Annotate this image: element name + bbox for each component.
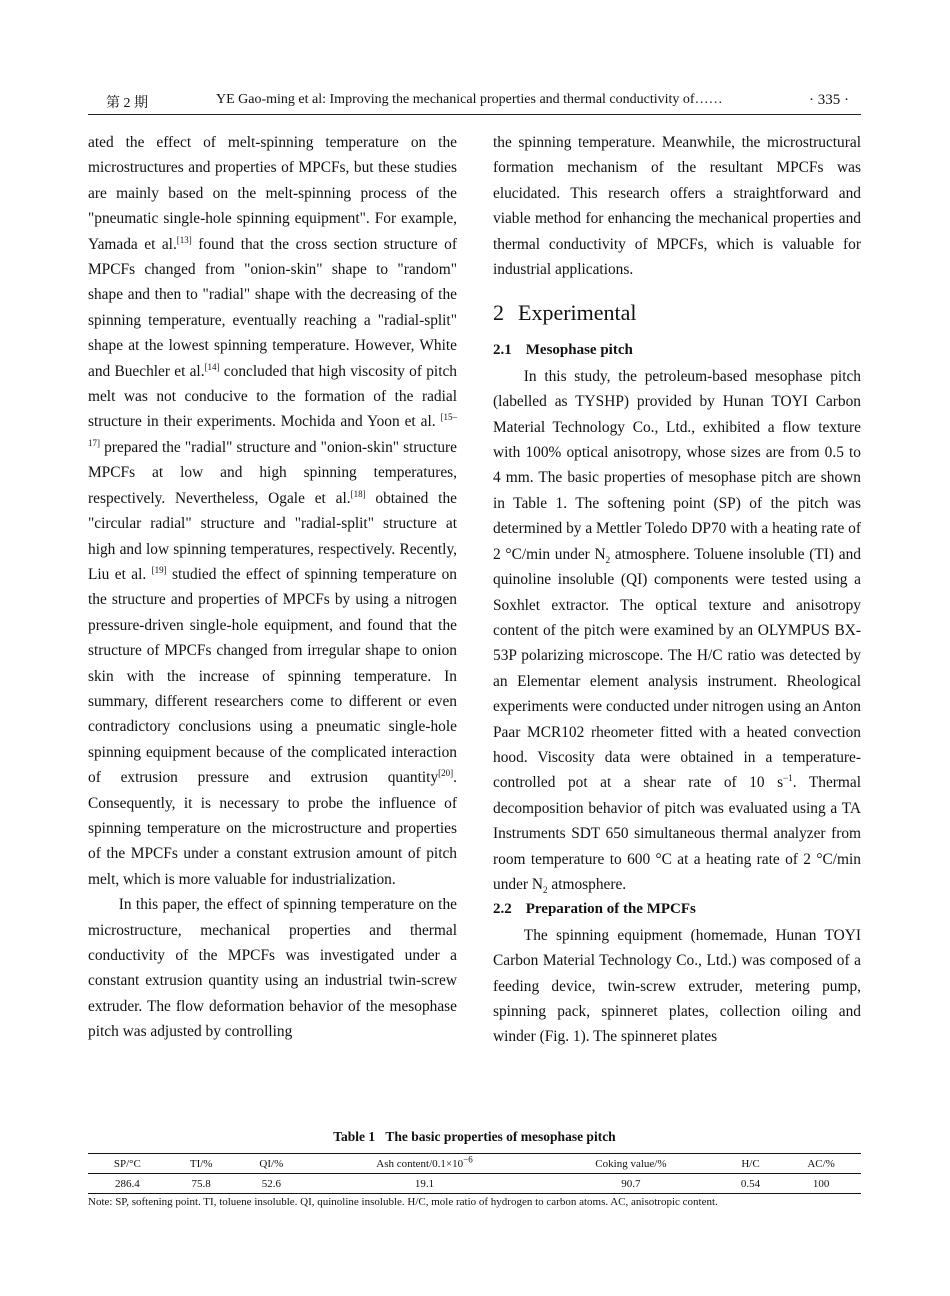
table-cell: 0.54 (720, 1174, 781, 1194)
citation: [14] (204, 361, 220, 372)
subsection-heading: 2.1 Mesophase pitch (493, 342, 633, 359)
subsection-heading: 2.2 Preparation of the MPCFs (493, 901, 696, 918)
table-header-row (88, 1154, 861, 1174)
citation: [15–17] (88, 412, 457, 448)
citation: [18] (350, 488, 366, 499)
paragraph: the spinning temperature. Meanwhile, the microstructural formation mechanism of the resultant MPCFs was elucidated. This research offers a straightforward and viable method for enhancing the mechanical properties and thermal conductivity of MPCFs, which is valuable for industrial applications. (493, 134, 861, 279)
paragraph: ated the effect of melt-spinning temperature on the microstructures and properties of MPCFs, but these studies are mainly based on the melt-spinning process of the "pneumatic single-hole spinning equipment". For example, Yamada et al.[13] found that the cross section structure of MPCFs changed from "onion-skin" shape to "random" shape and then to "radial" shape with the decreasing of the spinning temperature, eventually reaching a "radial-split" shape at the lowest spinning temperature. However, White and Buechler et al.[14] concluded that high viscosity of pitch melt was not conducive to the formation of the radial structure in their experiments. Mochida and Yoon et al. [15–17] prepared the "radial" structure and "onion-skin" structure MPCFs at low and high spinning temperatures, respectively. Nevertheless, Ogale et al.[18] obtained the "circular radial" structure and "radial-split" structure at high and low spinning temperatures, respectively. Recently, Liu et al. [19] studied the effect of spinning temperature on the structure and properties of MPCFs by using a nitrogen pressure-driven single-hole equipment, and found that the structure of MPCFs changed from irregular shape to onion skin with the increase of spinning temperature. In summary, different researchers come to different or even contradictory conclusions using a pneumatic single-hole spinning equipment because of the complicated interaction of extrusion pressure and extrusion quantity[20]. Consequently, it is necessary to probe the influence of spinning temperature on the microstructure and properties of the MPCFs under a constant extrusion amount of pitch melt, which is more valuable for industrialization. (88, 134, 457, 888)
table-cell: 19.1 (307, 1174, 542, 1194)
column-header: SP/°C (88, 1154, 167, 1174)
running-title: YE Gao-ming et al: Improving the mechanical properties and thermal conductivity of…… (216, 92, 723, 107)
paragraph: The spinning equipment (homemade, Hunan TOYI Carbon Material Technology Co., Ltd.) was composed of a feeding device, twin-screw extruder, metering pump, spinning pack, spinneret plates, collection oiling and winder (Fig. 1). The spinneret plates (493, 926, 861, 1046)
running-header (88, 90, 861, 115)
paragraph: In this paper, the effect of spinning temperature on the microstructure, mechanical properties and thermal conductivity of the MPCFs was investigated under a constant extrusion quantity using an industrial twin-screw extruder. The flow deformation behavior of the mesophase pitch was adjusted by controlling (88, 896, 457, 1041)
column-header: TI/% (167, 1154, 236, 1174)
table-cell: 286.4 (88, 1174, 167, 1194)
column-header: Ash content/$0.1\times 10^{-6}$ (307, 1154, 542, 1174)
table-cell: 100 (781, 1174, 861, 1194)
page-number: · 335 · (809, 92, 849, 108)
citation: [19] (151, 564, 167, 575)
column-header: Coking value/% (542, 1154, 720, 1174)
table-row (88, 1174, 861, 1194)
properties-table (88, 1153, 861, 1194)
table-cell: 52.6 (236, 1174, 308, 1194)
column-header: H/C (720, 1154, 781, 1174)
left-column (88, 130, 457, 1045)
citation: [13] (176, 234, 192, 245)
table-cell: 90.7 (542, 1174, 720, 1194)
table-note: Note: SP, softening point. TI, toluene insoluble. QI, quinoline insoluble. H/C, mole ratio of hydrogen to carbon atoms. AC, anisotropic content. (88, 1196, 718, 1208)
section-heading: 2 Experimental (493, 300, 637, 326)
paragraph: In this study, the petroleum-based mesophase pitch (labelled as TYSHP) provided by Hunan TOYI Carbon Material Technology Co., Ltd., exhibited a flow texture with 100% optical anisotropy, whose sizes are from 0.5 to 4 mm. The basic properties of mesophase pitch are shown in Table 1. The softening point (SP) of the pitch was determined by a Mettler Toledo DP70 with a heating rate of 2 °C/min under $N_2$ atmosphere. Toluene insoluble (TI) and quinoline insoluble (QI) components were tested using a Soxhlet extractor. The optical texture and anisotropy content of the pitch were examined by an OLYMPUS BX-53P polarizing microscope. The H/C ratio was detected by an Elementar element analysis instrument. Rheological experiments were conducted under nitrogen using an Anton Paar MCR102 rheometer fitted with a heated convection hood. Viscosity data were obtained in a temperature-controlled pot at a shear rate of 10 $s^{-1}$. Thermal decomposition behavior of pitch was evaluated using a TA Instruments SDT 650 simultaneous thermal analyzer from room temperature to 600 °C at a heating rate of 2 °C/min under $N_2$ atmosphere. (493, 367, 861, 896)
issue-number: 第 2 期 (106, 96, 148, 111)
table-cell: 75.8 (167, 1174, 236, 1194)
table-caption: Table 1 The basic properties of mesophase pitch (333, 1129, 616, 1144)
right-column (493, 130, 861, 1050)
column-header: AC/% (781, 1154, 861, 1174)
column-header: QI/% (236, 1154, 308, 1174)
citation: [20] (438, 768, 454, 779)
